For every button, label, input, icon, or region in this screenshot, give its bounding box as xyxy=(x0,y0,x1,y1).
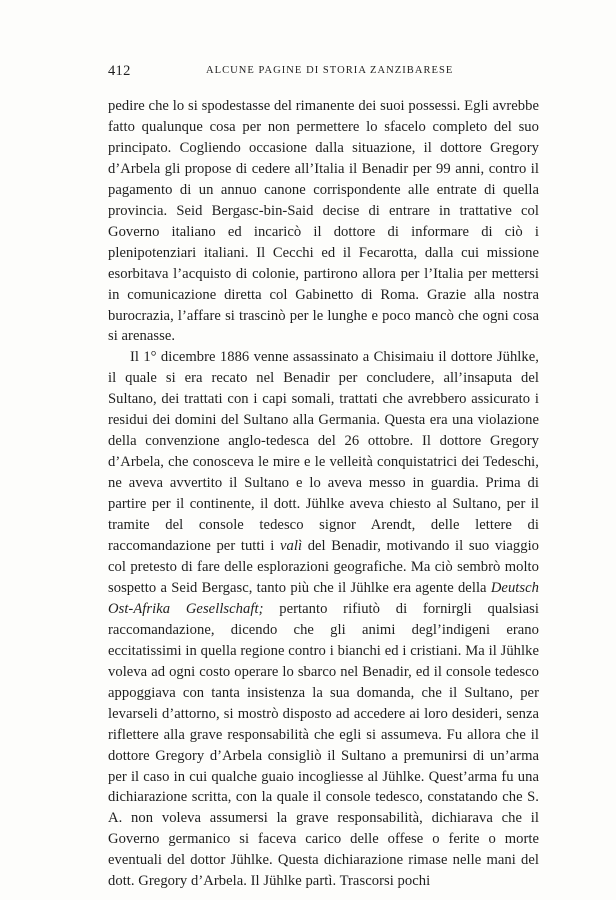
page-number: 412 xyxy=(108,63,131,79)
paragraph-text: Il 1° dicembre 1886 venne assassinato a Chisimaiu il dottore Jühlke, il quale si era recato nel Benadir per concludere, all’insaputa del Sultano, dei trattati con i capi somali, trattati che avrebbero assicurato i residui dei domini del Sultano alla Germania. Questa era una violazione della convenzione anglo-tedesca del 26 ottobre. Il dottore Gregory d’Arbela, che conosceva le mire e le velleità conquistatrici dei Tedeschi, ne aveva avvertito il Sultano e lo aveva messo in guardia. Prima di partire per il continente, il dott. Jühlke aveva chiesto al Sultano, per il tramite del console tedesco signor Arendt, delle lettere di raccomandazione per tutti i xyxy=(108,349,539,555)
body-text xyxy=(108,96,539,892)
paragraph-text: pertanto rifiutò di fornirgli qualsiasi raccomandazione, dicendo che gli animi degl’indigeni erano eccitatissimi in quella regione contro i bianchi ed i cristiani. Ma il Jühlke voleva ad ogni costo operare lo sbarco nel Benadir, ed il console tedesco appoggiava con tanta insistenza la sua domanda, che il Sultano, per levarseli d’attorno, si mostrò disposto ad accedere ai loro desideri, senza riflettere alla grave responsabilità che egli si assumeva. Fu allora che il dottore Gregory d’Arbela consigliò il Sultano a premunirsi di un’arma per il caso in cui qualche guaio incogliesse al Jühlke. Quest’arma fu una dichiarazione scritta, con la quale il console tedesco, constatando che S. A. non voleva assumersi la grave responsabilità, dichiarava che il Governo germanico si faceva carico delle offese o ferite o morte eventuali del dottor Jühlke. Questa dichiarazione rimase nelle mani del dott. Gregory d’Arbela. Il Jühlke partì. Trascorsi pochi xyxy=(108,600,539,890)
running-title: ALCUNE PAGINE DI STORIA ZANZIBARESE xyxy=(206,65,454,76)
paragraph: pedire che lo si spodestasse del rimanente dei suoi possessi. Egli avrebbe fatto qualunque cosa per non permettere lo sfacelo completo del suo principato. Cogliendo occasione dalla situazione, il dottore Gregory d’Arbela gli propose di cedere all’Italia il Benadir per 99 anni, contro il pagamento di un annuo canone corrispondente alle entrate di quella provincia. Seid Bergasc-bin-Said decise di entrare in trattative col Governo italiano ed incaricò il dottore di informare di ciò i plenipotenziari italiani. Il Cecchi ed il Fecarotta, dalla cui missione esorbitava l’acquisto di colonie, partirono allora per l’Italia per mettersi in comunicazione diretta col Gabinetto di Roma. Grazie alla nostra burocrazia, l’affare si trascinò per le lunghe e poco mancò che ogni cosa si arenasse. xyxy=(108,98,539,345)
paragraph xyxy=(108,347,539,892)
paragraph-text: del Benadir, motivando il suo viaggio col pretesto di fare delle esplorazioni geografiche. Ma ciò sembrò molto sospetto a Seid Bergasc, tanto più che il Jühlke era agente della xyxy=(108,538,540,596)
page-header xyxy=(108,63,540,83)
italic-term: valì xyxy=(279,538,303,555)
italic-company-name: Deutsch Ost-Afrika Gesellschaft; xyxy=(108,579,539,617)
